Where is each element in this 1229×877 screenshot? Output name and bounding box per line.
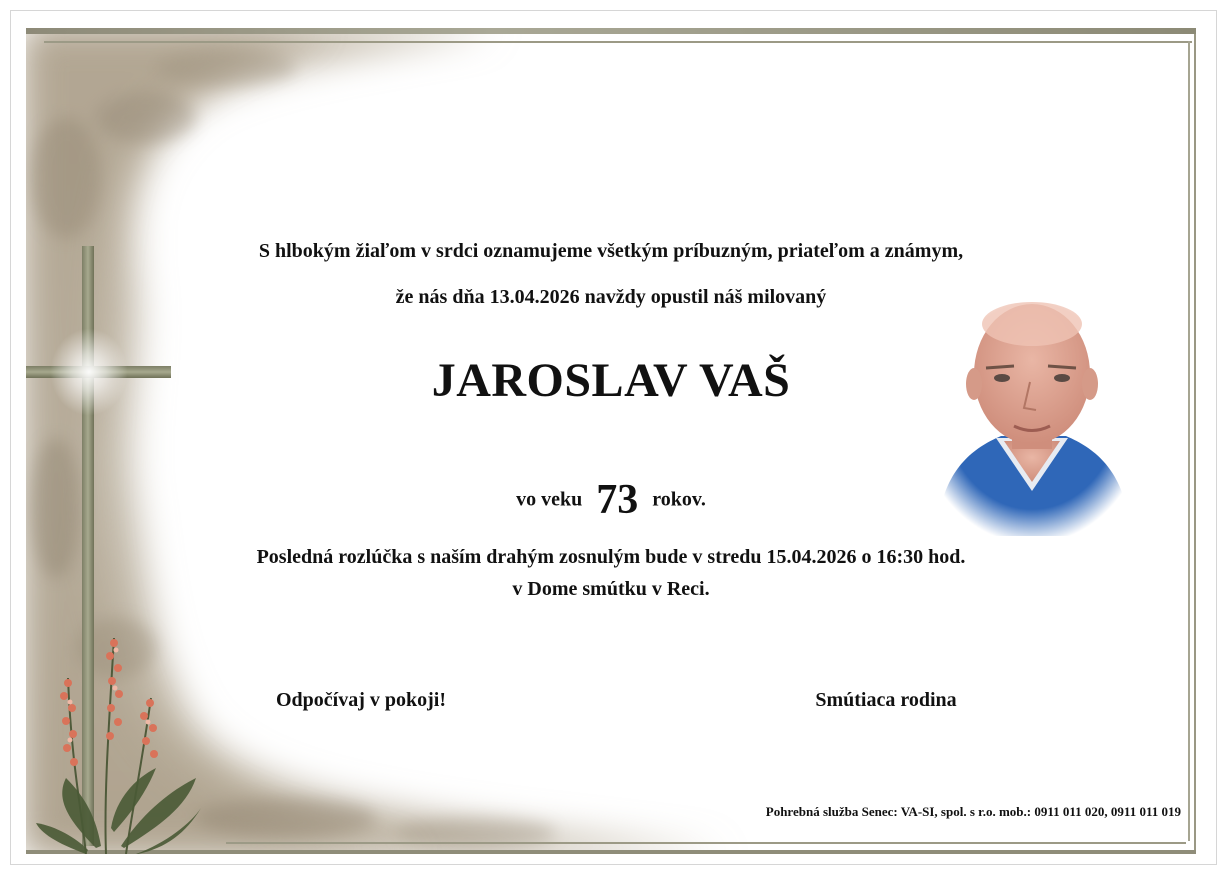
rest-in-peace-text: Odpočívaj v pokoji!: [275, 689, 447, 711]
age-value: 73: [596, 477, 639, 523]
frame-inner-top-line: [44, 41, 1192, 43]
frame-right-border: [1194, 34, 1196, 854]
frame-inner-bottom-line: [226, 842, 1186, 844]
farewell-place-line: v Dome smútku v Reci.: [512, 578, 710, 600]
funeral-service-footer: Pohrebná služba Senec: VA-SI, spol. s r.o. mob.: 0911 011 020, 0911 011 019: [765, 804, 1181, 819]
frame-inner-right-line: [1188, 41, 1190, 841]
obituary-card: [26, 28, 1196, 854]
intro-line: S hlbokým žiaľom v srdci oznamujeme všetkým príbuzným, priateľom a známym,: [258, 240, 964, 262]
frame-top-border: [26, 28, 1196, 34]
mourning-family-text: Smútiaca rodina: [815, 689, 957, 711]
age-prefix: vo veku: [516, 488, 583, 511]
farewell-line: Posledná rozlúčka s naším drahým zosnulým bude v stredu 15.04.2026 o 16:30 hod.: [256, 546, 966, 568]
age-suffix: rokov.: [652, 488, 706, 511]
obituary-page: [10, 10, 1217, 865]
flowers-icon: [26, 618, 226, 854]
deceased-name: JAROSLAV VAŠ: [431, 354, 791, 407]
age-line: [86, 476, 1136, 524]
death-date-line: že nás dňa 13.04.2026 navždy opustil náš milovaný: [395, 286, 827, 308]
